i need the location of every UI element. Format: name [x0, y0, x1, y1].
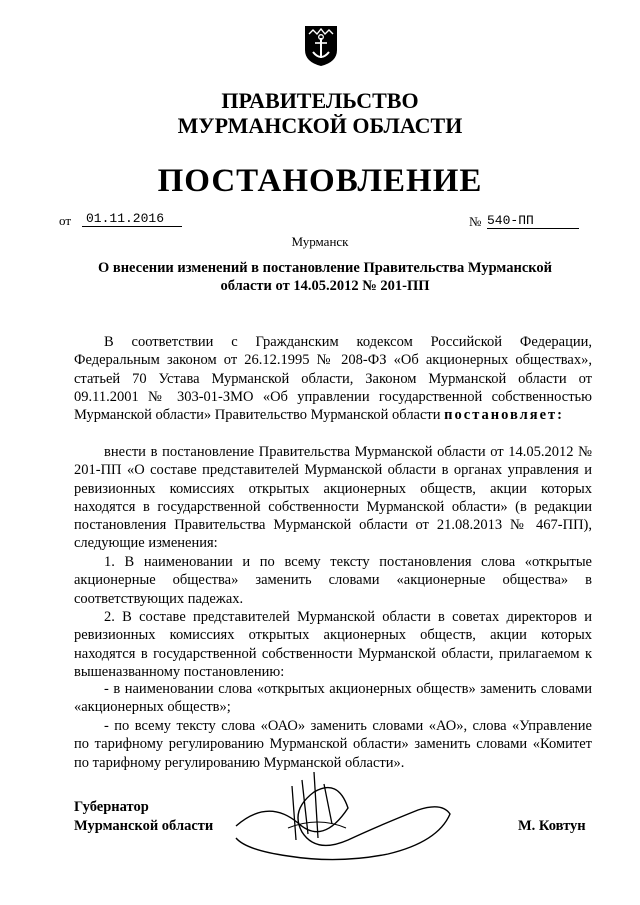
- signatory-position-line1: Губернатор: [74, 799, 149, 815]
- item-1: 1. В наименовании и по всему тексту постановления слова «открытые акционерные общества» заменить словами «акционерные общества» в соответствующих падежах.: [74, 554, 592, 607]
- title-line1: О внесении изменений в постановление Правительства Мурманской: [97, 260, 553, 276]
- intro-paragraph: внести в постановление Правительства Мурманской области от 14.05.2012 № 201-ПП «О составе представителей Мурманской области в органах управления и ревизионных комиссиях открытых акционерных обществ, акции которых находятся в государственной собственности Мурманской области» (в редакции постановления Правительства Мурманской области от 21.08.2013 № 467-ПП), следующие изменения:: [74, 444, 592, 552]
- document-number: 540-ПП: [487, 213, 579, 229]
- preamble-paragraph: [74, 333, 592, 424]
- signatory-name: М. Ковтун: [518, 818, 586, 834]
- document-type: ПОСТАНОВЛЕНИЕ: [157, 163, 483, 199]
- number-prefix: №: [469, 214, 482, 229]
- sub-item-2: - по всему тексту слова «ОАО» заменить словами «АО», слова «Управление по тарифному регулированию Мурманской области» заменить словами «Комитет по тарифному регулированию Мурманской области».: [74, 718, 592, 771]
- preamble-text: В соответствии с Гражданским кодексом Российской Федерации, Федеральным законом от 26.12.1995 № 208-ФЗ «Об акционерных обществах», статьей 70 Устава Мурманской области, Законом Мурманской области от 09.11.2001 № 303-01-ЗМО «Об управлении государственной собственностью Мурманской области» Правительство Мурманской области: [74, 334, 592, 424]
- title-line2: области от 14.05.2012 № 201-ПП: [220, 278, 430, 294]
- item-2: 2. В составе представителей Мурманской области в советах директоров и ревизионных комиссиях открытых акционерных обществ, акции которых находятся в государственной собственности Мурманской области, прилагаемом к вышеназванному постановлению:: [74, 609, 592, 680]
- handwritten-signature: [228, 768, 458, 868]
- decree-word: постановляет:: [444, 407, 564, 424]
- sub-item-1: - в наименовании слова «открытых акционерных обществ» заменить словами «акционерных обществ»;: [74, 681, 592, 716]
- city: Мурманск: [291, 234, 349, 249]
- date-prefix: от: [59, 213, 72, 228]
- document-date: 01.11.2016: [82, 211, 182, 227]
- government-name-line1: ПРАВИТЕЛЬСТВО: [221, 88, 419, 113]
- signatory-position-line2: Мурманской области: [74, 818, 214, 834]
- coat-of-arms-icon: [303, 24, 339, 68]
- government-name-line2: МУРМАНСКОЙ ОБЛАСТИ: [177, 113, 463, 138]
